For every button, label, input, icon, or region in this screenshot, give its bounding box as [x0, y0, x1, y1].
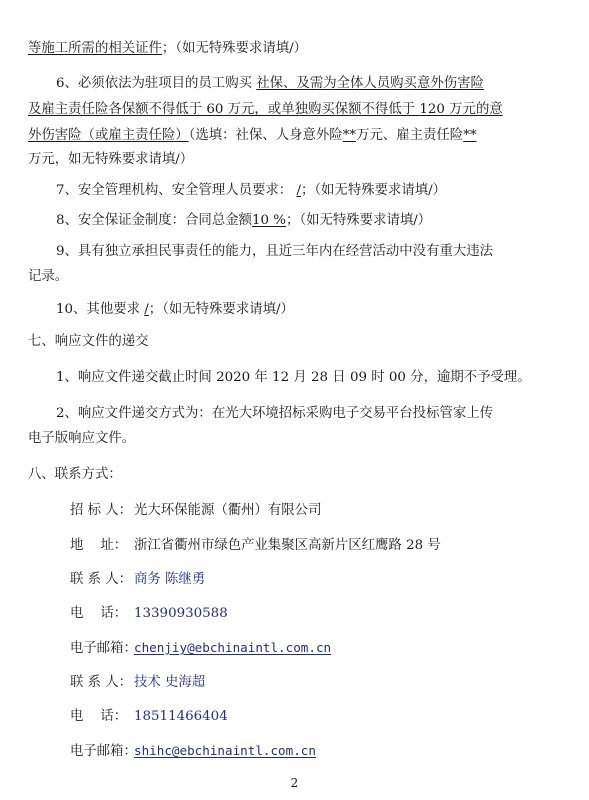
field-label: 电 话： — [70, 606, 128, 621]
field-label: 联 系 人： — [70, 572, 133, 587]
phone-number: 13390930588 — [134, 606, 228, 621]
field-label: 联 系 人： — [70, 675, 133, 690]
field-label: 招 标 人： — [70, 503, 133, 518]
contact-row-email-2 — [70, 742, 316, 761]
text: ；（如无特殊要求请填/） — [300, 183, 447, 198]
field-label: 地 址： — [70, 538, 128, 553]
field-label: 电 话： — [70, 709, 128, 724]
item-6-line-4: 万元，如无特殊要求请填/） — [28, 152, 194, 167]
field-label: 电子邮箱： — [70, 744, 137, 759]
paragraph: 电子版响应文件。 — [28, 431, 136, 446]
underlined-text: ** — [342, 128, 357, 143]
item-7 — [56, 182, 446, 200]
field-value: 技术 史海超 — [134, 675, 206, 690]
item-8 — [56, 212, 431, 230]
underlined-text: 社保、及需为全体人员购买意外伤害险 — [256, 76, 484, 91]
paragraph: 2、响应文件递交方式为：在光大环境招标采购电子交易平台投标管家上传 — [56, 406, 494, 421]
underlined-text: 外伤害险（或雇主责任险） — [28, 128, 189, 143]
contact-row-person-1 — [70, 571, 205, 589]
text: ；（如无特殊要求请填/） — [286, 213, 432, 228]
underlined-text: 10 % — [252, 213, 287, 228]
contact-row-address — [70, 537, 441, 555]
item-9-line-2: 记录。 — [28, 269, 69, 284]
field-value: 光大环保能源（衢州）有限公司 — [134, 503, 322, 518]
item-10 — [56, 301, 294, 319]
underlined-text: ** — [463, 128, 477, 143]
text: ；（如无特殊要求请填/） — [148, 302, 294, 317]
text: 10、其他要求 — [56, 302, 140, 317]
text: 7、安全管理机构、安全管理人员要求： — [56, 183, 293, 198]
text: 万元、雇主责任险 — [356, 128, 464, 143]
item-6-line-2: 及雇主责任险各保额不得低于 60 万元，或单独购买保额不得低于 120 万元的意 — [28, 102, 503, 117]
item-6-line-3 — [28, 127, 477, 145]
underlined-text: / — [144, 302, 149, 317]
contact-row-bidder — [70, 502, 321, 520]
paragraph: 1、响应文件递交截止时间 2020 年 12 月 28 日 09 时 00 分，逾期不予受理。 — [56, 370, 531, 385]
contact-row-person-2 — [70, 674, 205, 692]
underlined-text: 等施工所需的相关证件 — [28, 41, 162, 56]
text: （选填：社保、人身意外险 — [188, 128, 343, 143]
contact-row-email-1 — [70, 639, 331, 658]
section-heading: 八、联系方式： — [28, 467, 122, 482]
item-9-line-1: 9、具有独立承担民事责任的能力，且近三年内在经营活动中没有重大违法 — [56, 244, 494, 259]
phone-number: 18511466404 — [134, 709, 228, 724]
email-link[interactable]: chenjiy@ebchinaintl.com.cn — [134, 640, 332, 655]
contact-row-phone-1 — [70, 605, 228, 623]
field-value: 商务 陈继勇 — [134, 572, 206, 587]
underlined-text: / — [296, 183, 301, 198]
email-link[interactable]: shihc@ebchinaintl.com.cn — [134, 743, 316, 758]
field-value: 浙江省衢州市绿色产业集聚区高新片区红鹰路 28 号 — [134, 538, 441, 553]
text: 6、必须依法为驻项目的员工购买 — [56, 76, 252, 91]
contact-row-phone-2 — [70, 708, 228, 726]
requirement-line — [28, 40, 307, 58]
field-label: 电子邮箱： — [70, 641, 137, 656]
item-6-line-1 — [56, 75, 484, 93]
section-heading: 七、响应文件的递交 — [28, 334, 149, 349]
text: 8、安全保证金制度：合同总金额 — [56, 213, 252, 228]
page-number: 2 — [290, 776, 299, 790]
text: ；（如无特殊要求请填/） — [161, 41, 308, 56]
